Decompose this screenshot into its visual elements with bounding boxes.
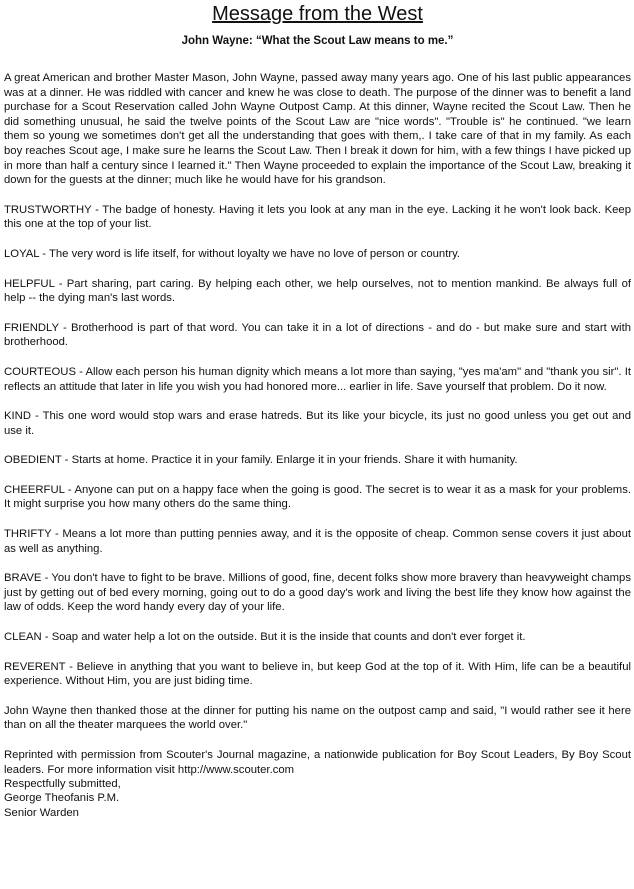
point-courteous: COURTEOUS - Allow each person his human dignity which means a lot more than saying, "yes ma'am" and "thank you sir". It reflects an attitude that later in life you wish you had honored more... earlier in life. Save yourself that problem. Do it now. [4, 365, 631, 393]
page-subtitle: John Wayne: “What the Scout Law means to me.” [181, 35, 454, 47]
point-thrifty: THRIFTY - Means a lot more than putting pennies away, and it is the opposite of cheap. Common sense covers it just about as well as anything. [4, 528, 631, 555]
signoff: Respectfully submitted, [4, 778, 121, 791]
point-loyal: LOYAL - The very word is life itself, for without loyalty we have no love of person or country. [4, 247, 461, 260]
page-title: Message from the West [212, 3, 423, 25]
point-kind: KIND - This one word would stop wars and erase hatreds. But its like your bicycle, its just no good unless you get out and use it. [4, 410, 631, 437]
point-clean: CLEAN - Soap and water help a lot on the outside. But it is the inside that counts and don't ever forget it. [4, 631, 526, 644]
point-reverent: REVERENT - Believe in anything that you want to believe in, but keep God at the top of it. With Him, life can be a beautiful experience. Without Him, you are just biding time. [4, 660, 631, 688]
point-trustworthy: TRUSTWORTHY - The badge of honesty. Having it lets you look at any man in the eye. Lacking it he won't look back. Keep this one at the top of your list. [4, 203, 631, 231]
signature-role: Senior Warden [4, 806, 79, 819]
point-brave: BRAVE - You don't have to fight to be brave. Millions of good, fine, decent folks show more bravery than heavyweight champs just by getting out of bed every morning, going out to do a good day's work and living the best life they know how against the law of odds. Keep the word handy every day of your life. [4, 572, 631, 614]
closing-paragraph: John Wayne then thanked those at the dinner for putting his name on the outpost camp and said, "I would rather see it here than on all the theater marquees the world over." [4, 704, 631, 732]
point-friendly: FRIENDLY - Brotherhood is part of that word. You can take it in a lot of directions - and do - but make sure and start with brotherhood. [4, 321, 631, 349]
signature-name: George Theofanis P.M. [4, 792, 120, 805]
point-obedient: OBEDIENT - Starts at home. Practice it in your family. Enlarge it in your friends. Share it with humanity. [4, 454, 518, 467]
intro-paragraph: A great American and brother Master Mason, John Wayne, passed away many years ago. One of his last public appearances was at a dinner. He was riddled with cancer and knew he was close to death. The purpose of the dinner was to benefit a land purchase for a Scout Reservation called John Wayne Outpost Camp. At this dinner, Wayne recited the Scout Law. Then he did something unusual, he said the twelve points of the Scout Law are "nice words". "Trouble is" he continued. "we learn them so young we sometimes don't get all the understanding that goes with them,. I take care of that in my family. As each boy reaches Scout age, I make sure he learns the Scout Law. Then I break it down for him, with a few things I have picked up in more than half a century since I learned it." Then Wayne proceeded to explain the importance of the Scout Law, breaking it down for the guests at the dinner; much like he would have for his grandson. [4, 72, 631, 187]
point-helpful: HELPFUL - Part sharing, part caring. By helping each other, we help ourselves, not to mention mankind. Be always full of help -- the dying man's last words. [4, 277, 631, 305]
reprint-notice: Reprinted with permission from Scouter's Journal magazine, a nationwide publication for Boy Scout Leaders, By Boy Scout leaders. For more information visit http://www.scouter.com [4, 749, 631, 776]
document-page [4, 0, 631, 820]
point-cheerful: CHEERFUL - Anyone can put on a happy face when the going is good. The secret is to wear it as a mask for your problems. It might surprise you how many others do the same thing. [4, 483, 631, 511]
